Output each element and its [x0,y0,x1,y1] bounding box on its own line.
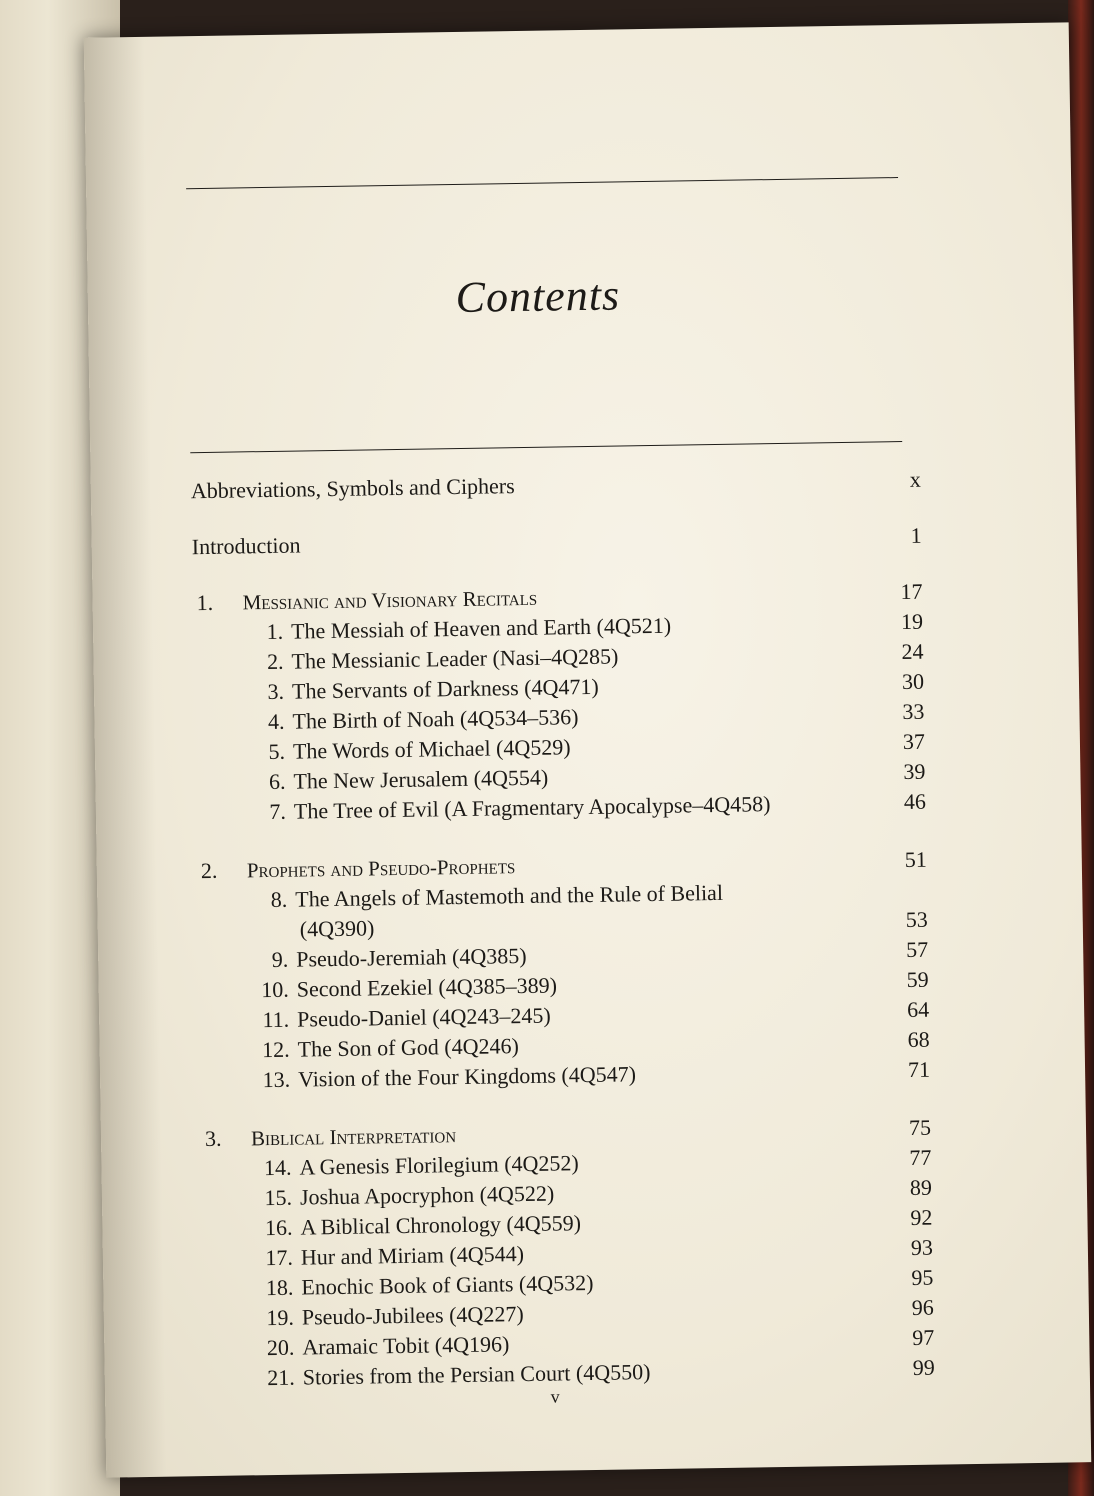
toc-page-number: 17 [900,578,923,605]
entry-number: 4. [267,708,285,735]
toc-page-number: 53 [905,906,928,933]
toc-page-number: 19 [900,608,924,635]
toc-page-number: 24 [901,638,924,665]
entry-number: 1. [266,618,284,645]
entry-number: 21. [267,1364,296,1391]
entry-title: Pseudo-Jubilees (4Q227) [301,1301,524,1330]
entry-title: The Birth of Noah (4Q534–536) [292,704,579,734]
entry-title: The Angels of Mastemoth and the Rule of Belial [295,879,724,912]
entry-number: 16. [264,1214,293,1241]
entry-number: 2. [266,648,284,675]
toc-page-number: 99 [912,1354,935,1380]
entry-number: 8. [270,886,288,912]
entry-title: A Biblical Chronology (4Q559) [300,1210,582,1240]
section-title: Prophets and Pseudo-Prophets [246,854,516,883]
entry-title: Joshua Apocryphon (4Q522) [299,1180,555,1210]
title-rule [190,441,902,453]
entry-title: The Messiah of Heaven and Earth (4Q521) [290,612,672,644]
entry-number: 12. [261,1036,290,1063]
entry-title: Enochic Book of Giants (4Q532) [301,1269,594,1300]
toc-front-title: Introduction [191,532,301,560]
entry-number: 7. [269,798,287,825]
entry-title: The Servants of Darkness (4Q471) [291,673,599,704]
table-of-contents [191,465,935,1394]
entry-number: 19. [266,1304,295,1331]
toc-page-number: 33 [902,698,925,725]
toc-page-number: x [909,466,921,492]
section-number: 2. [200,857,218,884]
toc-page-number: 77 [909,1144,932,1170]
toc-page-number: 37 [902,728,926,755]
entry-number: 6. [268,768,286,795]
entry-number: 18. [265,1274,294,1301]
entry-title: The Messianic Leader (Nasi–4Q285) [291,643,619,674]
page-folio: v [550,1386,560,1407]
toc-page-number: 39 [903,758,926,785]
toc-page-number: 30 [901,668,925,695]
entry-title: Stories from the Persian Court (4Q550) [302,1359,651,1390]
entry-title: Vision of the Four Kingdoms (4Q547) [297,1061,637,1092]
entry-number: 14. [263,1154,292,1181]
page-title: Contents [455,270,621,323]
toc-page-number: 68 [907,1026,930,1053]
toc-front-item [191,465,921,506]
toc-page-number: 46 [903,788,927,815]
entry-number: 3. [267,678,285,705]
toc-page-number: 95 [911,1264,934,1290]
toc-front-title: Abbreviations, Symbols and Ciphers [190,473,515,504]
entry-number: 11. [262,1006,290,1033]
top-rule [186,177,898,189]
toc-page-number: 1 [910,522,922,548]
section-title: Biblical Interpretation [250,1123,457,1151]
entry-number: 10. [261,976,289,1003]
entry-number: 5. [268,738,286,765]
entry-number: 17. [265,1244,294,1271]
section-number: 1. [196,589,214,616]
toc-page-number: 75 [908,1114,932,1140]
toc-front-item [192,521,922,562]
toc-page-number: 96 [911,1294,934,1320]
entry-title: The Son of God (4Q246) [297,1033,520,1062]
toc-page-number: 71 [907,1056,931,1083]
section-title: Messianic and Visionary Recitals [242,585,538,615]
entry-title: Second Ezekiel (4Q385–389) [296,972,558,1002]
toc-page-number: 57 [905,936,929,963]
entry-title: Hur and Miriam (4Q544) [300,1241,525,1270]
entry-title: Pseudo-Daniel (4Q243–245) [296,1002,551,1032]
entry-title: Pseudo-Jeremiah (4Q385) [296,942,527,972]
toc-page-number: 97 [912,1324,935,1350]
book-page [84,22,1091,1477]
entry-title: A Genesis Florilegium (4Q252) [299,1150,579,1180]
entry-title: Aramaic Tobit (4Q196) [302,1331,510,1360]
entry-number: 20. [266,1334,295,1361]
entry-number: 13. [262,1066,291,1093]
entry-number: 15. [264,1184,293,1211]
toc-page-number: 51 [904,846,927,873]
toc-page-number: 64 [906,996,930,1023]
toc-page-number: 89 [909,1174,933,1200]
section-number: 3. [204,1125,222,1152]
entry-title: The Tree of Evil (A Fragmentary Apocalypse–4Q458) [293,791,771,824]
entry-title: The Words of Michael (4Q529) [292,734,571,764]
entry-title-continued: (4Q390) [299,915,375,942]
toc-page-number: 59 [906,966,929,993]
entry-title: The New Jerusalem (4Q554) [293,764,549,794]
toc-page-number: 93 [910,1234,934,1260]
entry-number: 9. [271,946,289,972]
toc-page-number: 92 [910,1204,933,1230]
